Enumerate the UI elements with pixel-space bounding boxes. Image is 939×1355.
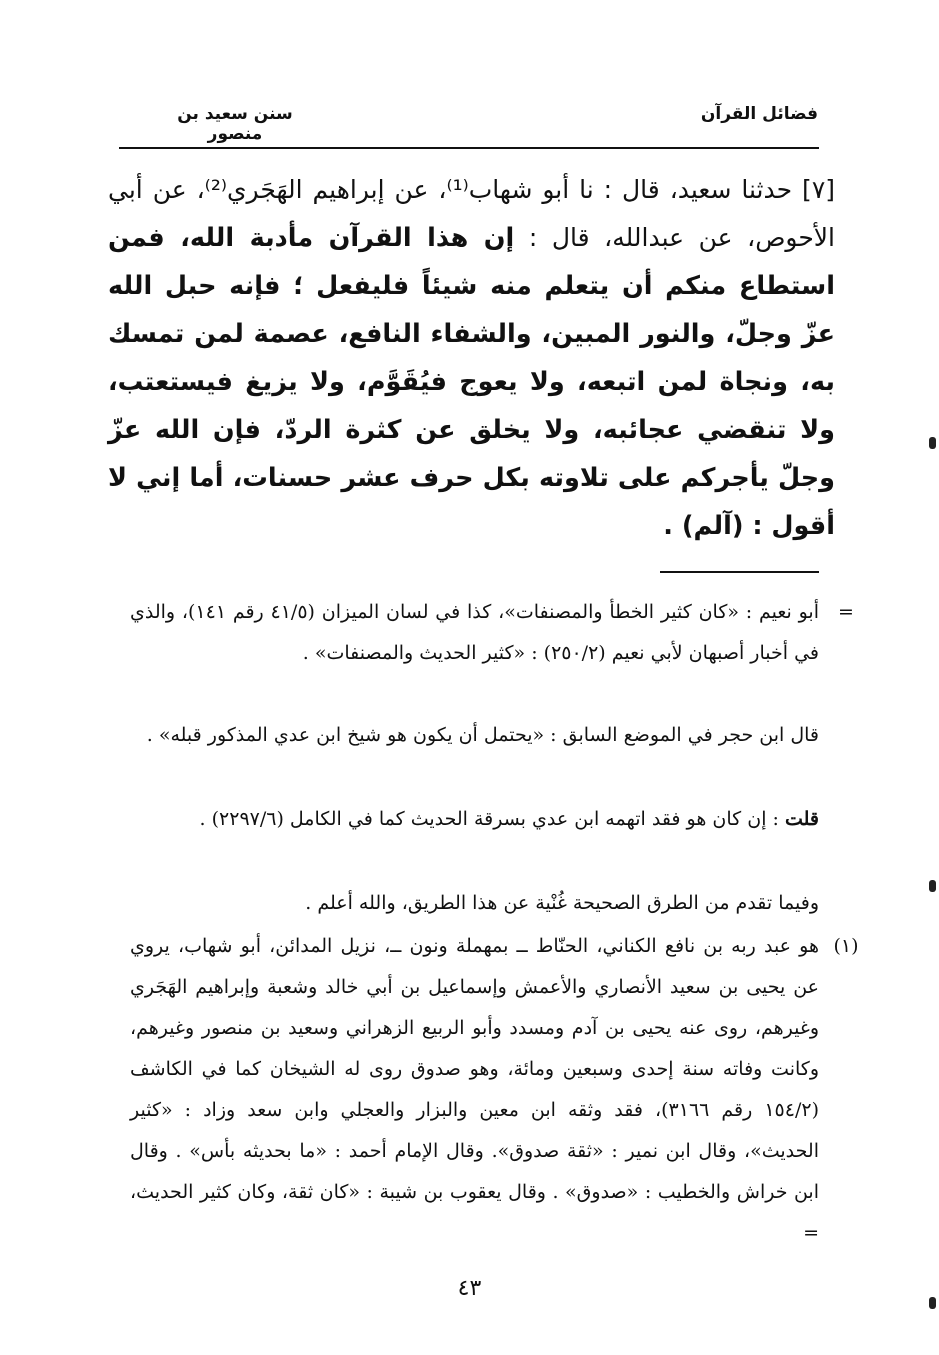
- scan-speck: [929, 880, 936, 892]
- hadith-matn: إن هذا القرآن مأدبة الله، فمن استطاع منكم أن يتعلم منه شيئاً فليفعل ؛ فإنه حبل الله عزّ وجلّ، والنور المبين، والشفاء النافع، عصمة لمن تمسك به، ونجاة لمن اتبعه، ولا يعوج فيُقَوَّم، ولا يزيغ فيستعتب، ولا تنقضي عجائبه، ولا يخلق عن كثرة الردّ، فإن الله عزّ وجلّ يأجركم على تلاوته بكل حرف عشر حسنات، أما إني لا أقول : (آلم) .: [108, 223, 835, 541]
- scan-speck: [929, 1297, 936, 1309]
- running-header-chapter-title: فضائل القرآن: [700, 104, 818, 124]
- footnote-continuation-1: = أبو نعيم : «كان كثير الخطأ والمصنفات»، كذا في لسان الميزان (٤١/٥ رقم ١٤١)، والذي في أخبار أصبهان لأبي نعيم (٢٥٠/٢) : «كثير الحديث والمصنفات» .: [130, 592, 819, 674]
- scan-speck: [929, 437, 936, 449]
- footnote-continuation-3: قلت : إن كان هو فقد اتهمه ابن عدي بسرقة الحديث كما في الكامل (٢٢٩٧/٦) .: [199, 808, 819, 830]
- footnote-continuation-4: وفيما تقدم من الطرق الصحيحة غُنْية عن هذا الطريق، والله أعلم .: [305, 892, 819, 914]
- running-header-book-title: سنن سعيد بن منصور: [177, 104, 293, 144]
- footnote-1: (١) هو عبد ربه بن نافع الكناني، الحنّاط ــ بمهملة ونون ــ، نزيل المدائن، أبو شهاب، يروي عن يحيى بن سعيد الأنصاري والأعمش وإسماعيل بن أبي خالد وشعبة وإبراهيم الهَجَري وغيرهم، روى عنه يحيى بن آدم ومسدد وأبو الربيع الزهراني وسعيد بن منصور وغيرهم، وكانت وفاته سنة إحدى وسبعين ومائة، وهو صدوق روى له الشيخان كما في الكاشف (١٥٤/٢ رقم ٣١٦٦)، فقد وثقه ابن معين والبزار والعجلي وابن سعد وزاد : «كثير الحديث»، وقال ابن نمير : «ثقة صدوق». وقال الإمام أحمد : «ما بحديثه بأس» . وقال ابن خراش والخطيب : «صدوق» . وقال يعقوب بن شيبة : «كان ثقة، وكان كثير الحديث، =: [130, 926, 819, 1254]
- hadith-isnad: حدثنا سعيد، قال : نا أبو شهاب⁽¹⁾، عن إبراهيم الهَجَري⁽²⁾، عن أبي الأحوص، عن عبدالله، قال :: [108, 175, 836, 252]
- continuation-mark: =: [838, 601, 854, 623]
- footnote-1-marker: (١): [833, 935, 859, 957]
- hadith-body: [108, 166, 835, 550]
- page-number: ٤٣: [457, 1276, 482, 1301]
- footnote-separator: [660, 571, 819, 573]
- header-rule: [119, 147, 819, 149]
- footnote-continuation-2: قال ابن حجر في الموضع السابق : «يحتمل أن يكون هو شيخ ابن عدي المذكور قبله» .: [146, 724, 819, 746]
- hadith-number: [٧]: [802, 175, 836, 204]
